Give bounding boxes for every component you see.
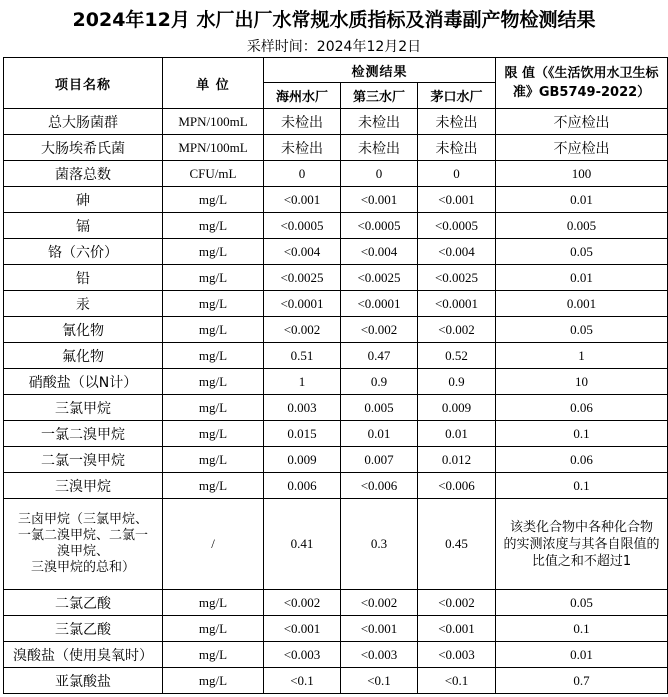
row-value-third: 0.01 [341,421,418,447]
row-value-third: <0.0001 [341,291,418,317]
table-row [4,668,668,694]
row-limit: 0.06 [496,395,668,421]
row-limit: 0.01 [496,642,668,668]
table-row [4,291,668,317]
water-quality-table [3,57,668,694]
table-row [4,447,668,473]
row-limit: 1 [496,343,668,369]
table-row [4,343,668,369]
row-value-third: 0.005 [341,395,418,421]
row-value-maokou: 0.01 [418,421,496,447]
row-value-third: <0.002 [341,317,418,343]
row-limit: 0.001 [496,291,668,317]
thm-value-third: 0.3 [341,499,418,590]
row-value-maokou: <0.1 [418,668,496,694]
row-value-haizhou: <0.001 [264,616,341,642]
row-value-maokou: <0.0005 [418,213,496,239]
table-row [4,213,668,239]
row-value-haizhou: 未检出 [264,135,341,161]
row-unit: mg/L [163,187,264,213]
row-value-third: <0.001 [341,187,418,213]
row-limit: 0.005 [496,213,668,239]
row-value-haizhou: <0.003 [264,642,341,668]
row-unit: mg/L [163,369,264,395]
row-limit: 0.1 [496,421,668,447]
row-value-third: <0.006 [341,473,418,499]
row-name: 氟化物 [4,343,163,369]
row-value-haizhou: 未检出 [264,109,341,135]
row-value-maokou: <0.0025 [418,265,496,291]
thm-value-maokou: 0.45 [418,499,496,590]
row-limit: 0.7 [496,668,668,694]
row-value-haizhou: 0.009 [264,447,341,473]
row-value-third: <0.0025 [341,265,418,291]
header-plant-haizhou: 海州水厂 [264,83,341,109]
row-limit: 0.1 [496,616,668,642]
row-unit: mg/L [163,668,264,694]
row-unit: mg/L [163,291,264,317]
row-name: 三氯甲烷 [4,395,163,421]
row-value-maokou: 0 [418,161,496,187]
row-value-haizhou: 0 [264,161,341,187]
row-value-maokou: 0.012 [418,447,496,473]
row-value-maokou: <0.0001 [418,291,496,317]
header-plant-maokou: 茅口水厂 [418,83,496,109]
row-name: 三溴甲烷 [4,473,163,499]
table-row [4,135,668,161]
thm-name-line: 一氯二溴甲烷、二氯一 [17,528,148,543]
row-limit: 0.01 [496,265,668,291]
row-limit: 100 [496,161,668,187]
table-row [4,421,668,447]
row-unit: mg/L [163,317,264,343]
row-limit: 10 [496,369,668,395]
row-unit: mg/L [163,642,264,668]
row-unit: mg/L [163,239,264,265]
table-body-part1 [4,109,668,499]
row-unit: mg/L [163,395,264,421]
table-row [4,616,668,642]
row-value-maokou: 0.52 [418,343,496,369]
row-value-maokou: 未检出 [418,109,496,135]
row-unit: mg/L [163,265,264,291]
row-limit: 0.1 [496,473,668,499]
row-value-third: 未检出 [341,109,418,135]
row-limit: 不应检出 [496,109,668,135]
table-row [4,187,668,213]
row-value-maokou: <0.006 [418,473,496,499]
row-value-third: 未检出 [341,135,418,161]
table-row [4,395,668,421]
header-unit: 单 位 [163,58,264,109]
row-name: 镉 [4,213,163,239]
row-limit: 0.06 [496,447,668,473]
row-limit: 0.01 [496,187,668,213]
row-name: 一氯二溴甲烷 [4,421,163,447]
row-value-maokou: 未检出 [418,135,496,161]
thm-limit-line: 的实测浓度与其各自限值的 [503,536,660,552]
row-value-maokou: 0.009 [418,395,496,421]
row-name: 氰化物 [4,317,163,343]
thm-value-haizhou: 0.41 [264,499,341,590]
row-unit: mg/L [163,213,264,239]
row-value-maokou: <0.002 [418,590,496,616]
row-limit: 0.05 [496,317,668,343]
row-unit: MPN/100mL [163,135,264,161]
row-value-haizhou: <0.004 [264,239,341,265]
row-value-third: 0 [341,161,418,187]
row-value-haizhou: <0.1 [264,668,341,694]
row-value-haizhou: 0.51 [264,343,341,369]
row-name: 亚氯酸盐 [4,668,163,694]
row-value-maokou: <0.001 [418,187,496,213]
table-row [4,109,668,135]
row-value-third: <0.002 [341,590,418,616]
row-value-maokou: 0.9 [418,369,496,395]
row-name: 铬（六价） [4,239,163,265]
header-limit: 限 值（《生活饮用水卫生标准》GB5749-2022） [496,58,668,109]
row-limit: 0.05 [496,239,668,265]
row-name: 总大肠菌群 [4,109,163,135]
row-value-maokou: <0.001 [418,616,496,642]
row-value-third: <0.1 [341,668,418,694]
report-title: 2024年12月 水厂出厂水常规水质指标及消毒副产物检测结果 [72,9,596,31]
thm-name-line: 三卤甲烷（三氯甲烷、 [17,512,148,527]
table-body-thm [4,499,668,590]
thm-unit: / [163,499,264,590]
row-value-haizhou: <0.0005 [264,213,341,239]
row-name: 硝酸盐（以N计） [4,369,163,395]
row-name: 二氯乙酸 [4,590,163,616]
table-row [4,265,668,291]
row-value-third: 0.9 [341,369,418,395]
row-unit: mg/L [163,473,264,499]
row-value-third: <0.001 [341,616,418,642]
row-limit: 不应检出 [496,135,668,161]
table-row [4,239,668,265]
thm-name-line: 三溴甲烷的总和） [30,560,135,575]
row-value-third: <0.0005 [341,213,418,239]
row-value-maokou: <0.002 [418,317,496,343]
row-value-third: 0.007 [341,447,418,473]
header-plant-third: 第三水厂 [341,83,418,109]
row-name: 二氯一溴甲烷 [4,447,163,473]
row-name: 三氯乙酸 [4,616,163,642]
row-name: 大肠埃希氏菌 [4,135,163,161]
row-unit: mg/L [163,343,264,369]
table-row [4,317,668,343]
table-row [4,369,668,395]
row-unit: CFU/mL [163,161,264,187]
row-limit: 0.05 [496,590,668,616]
row-name: 汞 [4,291,163,317]
row-value-third: <0.003 [341,642,418,668]
row-value-haizhou: <0.002 [264,590,341,616]
row-unit: mg/L [163,447,264,473]
table-body-part2 [4,590,668,694]
row-value-haizhou: <0.0001 [264,291,341,317]
row-value-maokou: <0.003 [418,642,496,668]
row-value-haizhou: <0.001 [264,187,341,213]
row-value-haizhou: 0.015 [264,421,341,447]
table-row [4,473,668,499]
row-name: 砷 [4,187,163,213]
row-value-haizhou: <0.0025 [264,265,341,291]
table-row [4,642,668,668]
row-unit: mg/L [163,421,264,447]
table-row [4,590,668,616]
table-row-thm [4,499,668,590]
row-name: 菌落总数 [4,161,163,187]
thm-limit-line: 比值之和不超过1 [531,553,632,569]
row-unit: MPN/100mL [163,109,264,135]
thm-name [4,499,163,590]
header-item: 项目名称 [4,58,163,109]
row-name: 铅 [4,265,163,291]
row-value-haizhou: 0.006 [264,473,341,499]
header-results: 检测结果 [264,58,496,83]
sampling-date: 采样时间：2024年12月2日 [246,39,422,55]
row-unit: mg/L [163,616,264,642]
row-value-maokou: <0.004 [418,239,496,265]
row-name: 溴酸盐（使用臭氧时） [4,642,163,668]
thm-limit-line: 该类化合物中各种化合物 [510,519,654,535]
thm-limit [496,499,668,590]
row-value-haizhou: 0.003 [264,395,341,421]
row-unit: mg/L [163,590,264,616]
table-row [4,161,668,187]
row-value-third: 0.47 [341,343,418,369]
thm-name-line: 溴甲烷、 [56,544,109,559]
row-value-haizhou: 1 [264,369,341,395]
row-value-third: <0.004 [341,239,418,265]
row-value-haizhou: <0.002 [264,317,341,343]
